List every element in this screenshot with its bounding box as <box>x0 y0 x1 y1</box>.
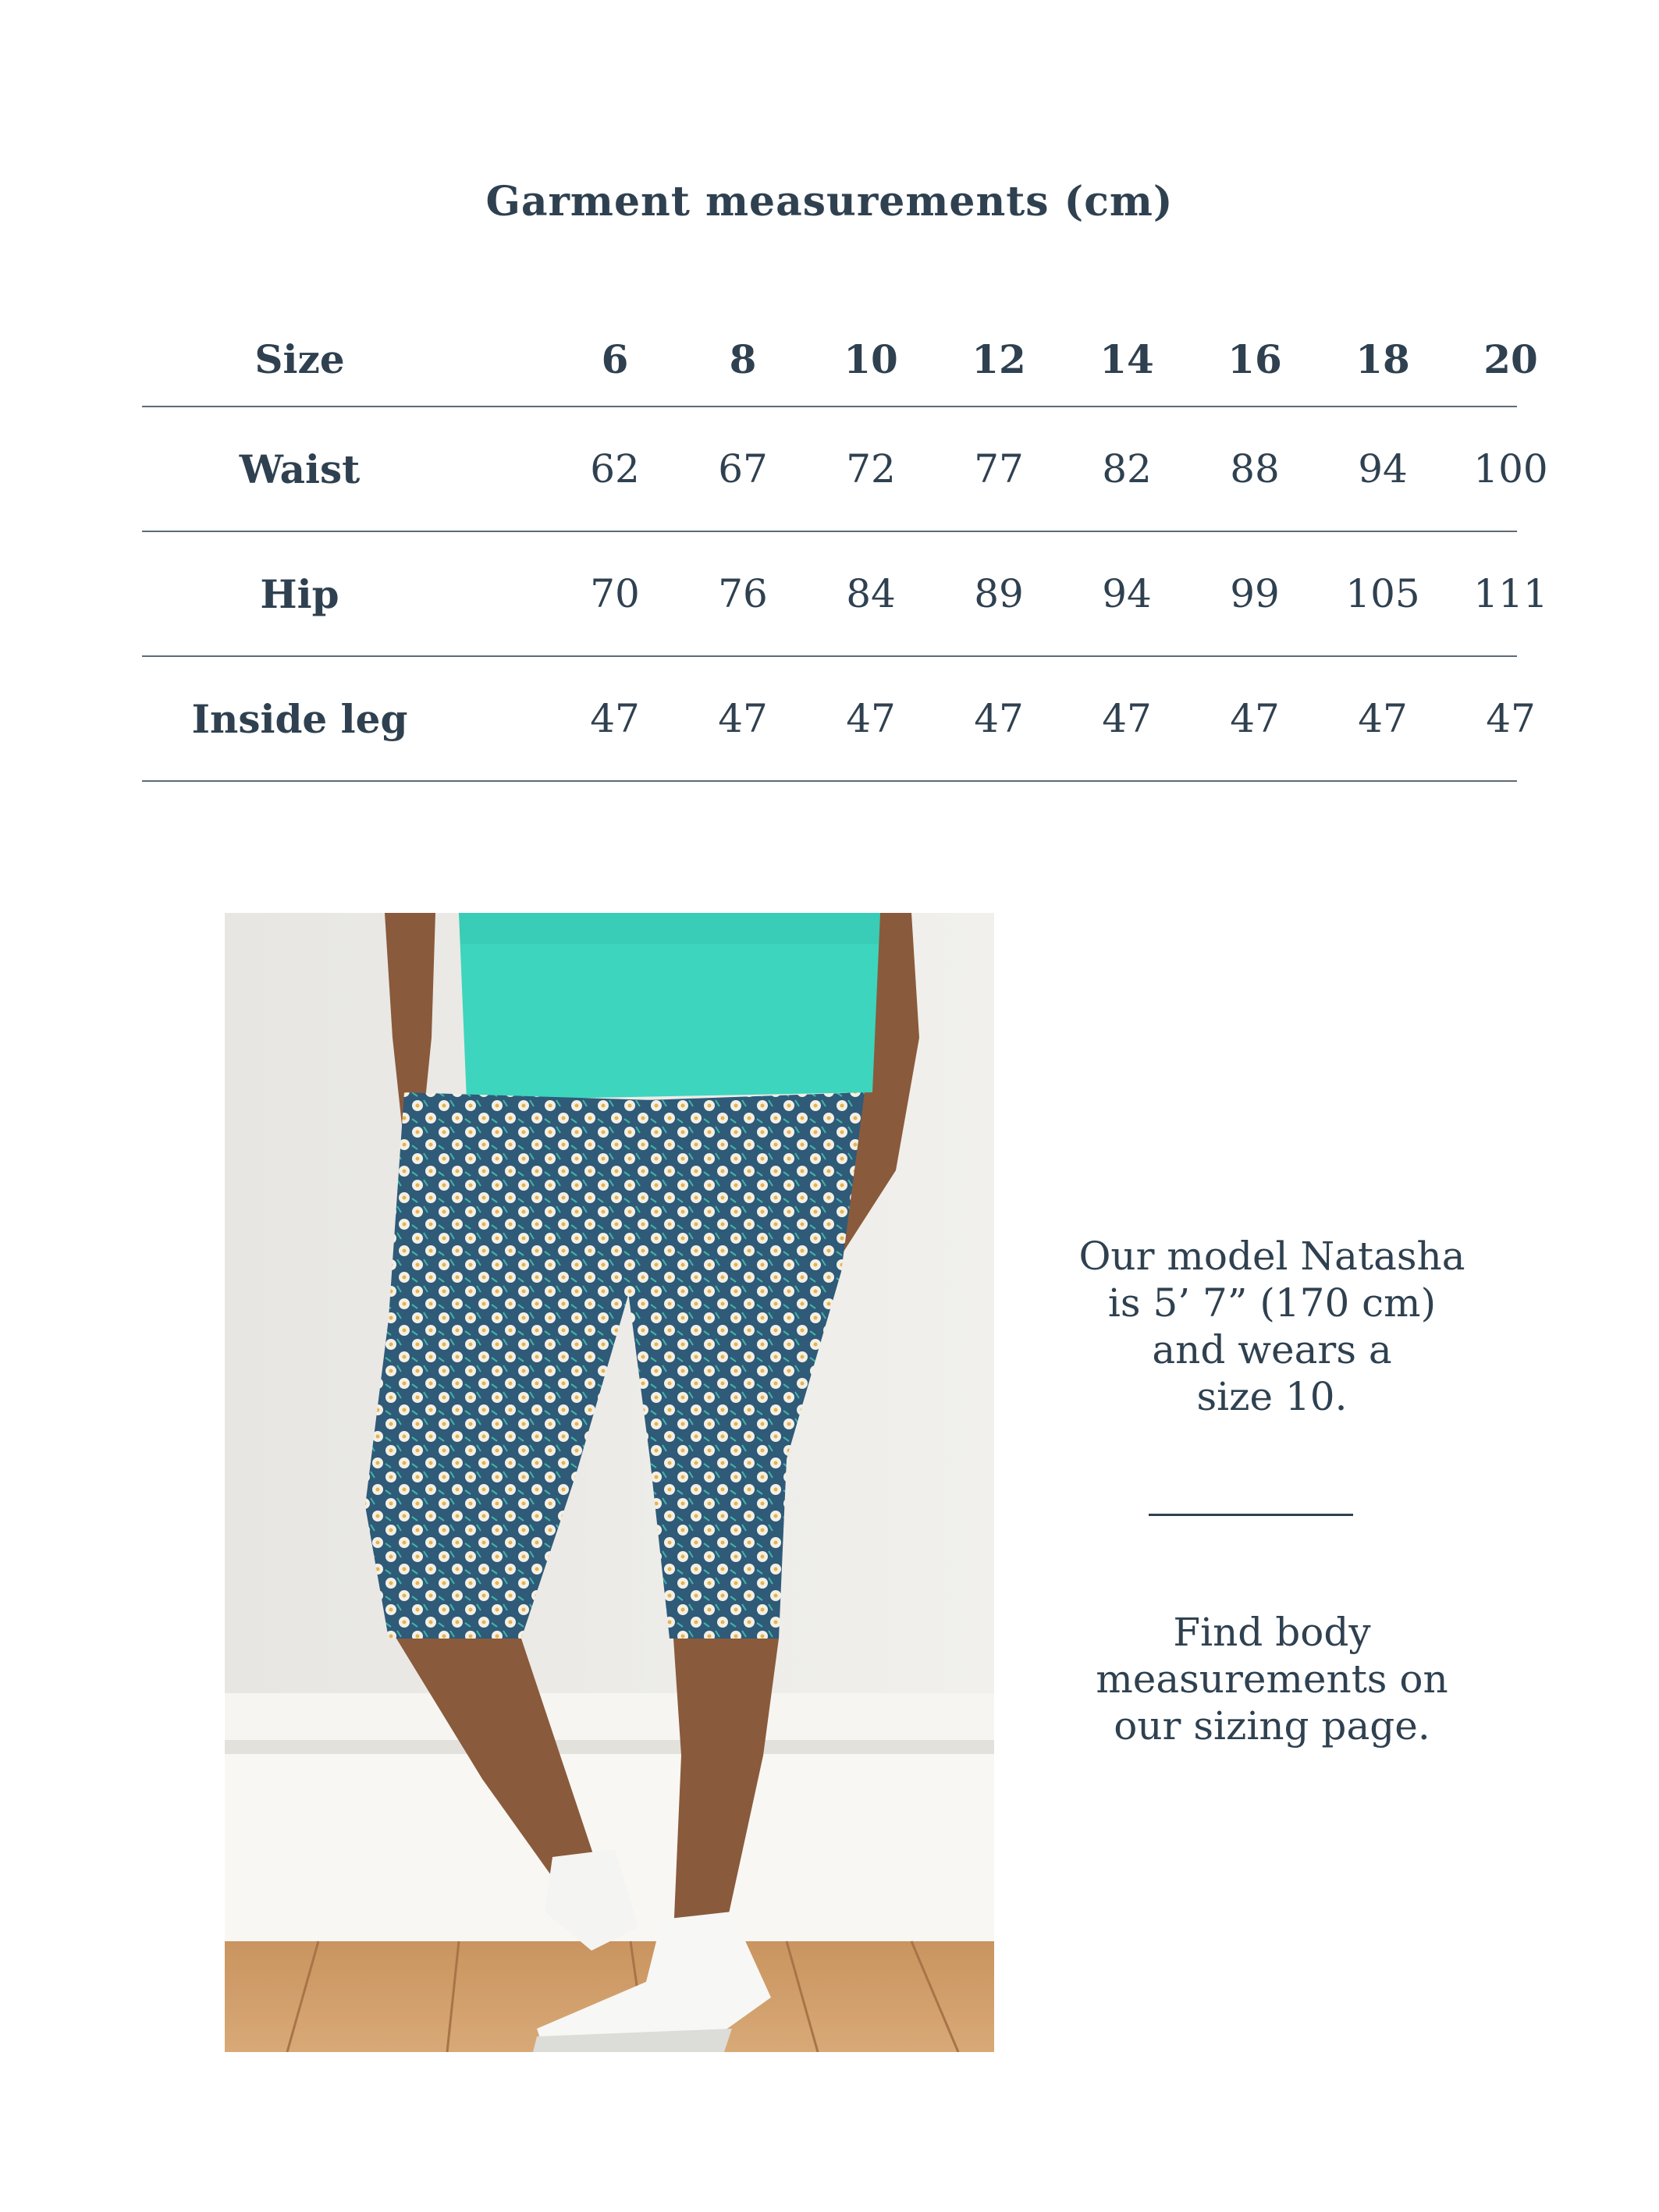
table-cell: 100 <box>1473 446 1548 492</box>
model-note-line: Our model Natasha <box>1078 1234 1465 1279</box>
model-note-line: and wears a <box>1152 1327 1392 1372</box>
table-cell: 77 <box>974 446 1024 492</box>
table-cell: 47 <box>1102 696 1152 741</box>
table-cell: 47 <box>718 696 768 741</box>
divider <box>1149 1514 1353 1516</box>
size-header-cell: 14 <box>1099 336 1154 382</box>
page-title: Garment measurements (cm) <box>485 178 1174 225</box>
size-header-label: Size <box>254 336 345 382</box>
table-cell: 99 <box>1230 571 1280 616</box>
sizing-note-line: measurements on <box>1096 1656 1448 1702</box>
table-cell: 89 <box>974 571 1024 616</box>
table-row <box>142 532 1548 657</box>
size-header-cell: 8 <box>729 336 757 382</box>
size-header-cell: 6 <box>601 336 629 382</box>
table-cell: 105 <box>1345 571 1420 616</box>
table-cell: 82 <box>1102 446 1152 492</box>
table-cell: 47 <box>974 696 1024 741</box>
table-cell: 47 <box>1358 696 1408 741</box>
row-label: Hip <box>260 570 339 617</box>
row-label: Waist <box>239 446 361 492</box>
table-cell: 62 <box>590 446 640 492</box>
table-cell: 94 <box>1102 571 1152 616</box>
table-row <box>142 657 1536 782</box>
table-cell: 84 <box>846 571 896 616</box>
size-header-cell: 10 <box>844 336 898 382</box>
model-photo <box>225 913 994 2052</box>
table-cell: 67 <box>718 446 768 492</box>
table-cell: 47 <box>590 696 640 741</box>
size-header-cell: 20 <box>1483 336 1538 382</box>
table-cell: 47 <box>1230 696 1280 741</box>
model-note <box>1038 1233 1506 1420</box>
sizing-note-line: our sizing page. <box>1114 1703 1430 1749</box>
table-header-row <box>142 312 1538 407</box>
table-cell: 72 <box>846 446 896 492</box>
row-label: Inside leg <box>191 695 408 742</box>
table-cell: 47 <box>1486 696 1536 741</box>
size-header-cell: 18 <box>1355 336 1410 382</box>
table-cell: 111 <box>1473 571 1548 616</box>
table-cell: 94 <box>1358 446 1408 492</box>
model-note-line: size 10. <box>1196 1374 1348 1419</box>
size-header-cell: 16 <box>1227 336 1282 382</box>
measurements-table <box>142 312 1548 782</box>
table-cell: 76 <box>718 571 768 616</box>
sizing-page-note[interactable] <box>1038 1609 1506 1749</box>
table-cell: 88 <box>1230 446 1280 492</box>
table-row <box>142 407 1548 532</box>
model-note-line: is 5’ 7” (170 cm) <box>1107 1280 1437 1326</box>
table-cell: 70 <box>590 571 640 616</box>
size-header-cell: 12 <box>972 336 1026 382</box>
table-cell: 47 <box>846 696 896 741</box>
sizing-note-line: Find body <box>1173 1610 1371 1655</box>
